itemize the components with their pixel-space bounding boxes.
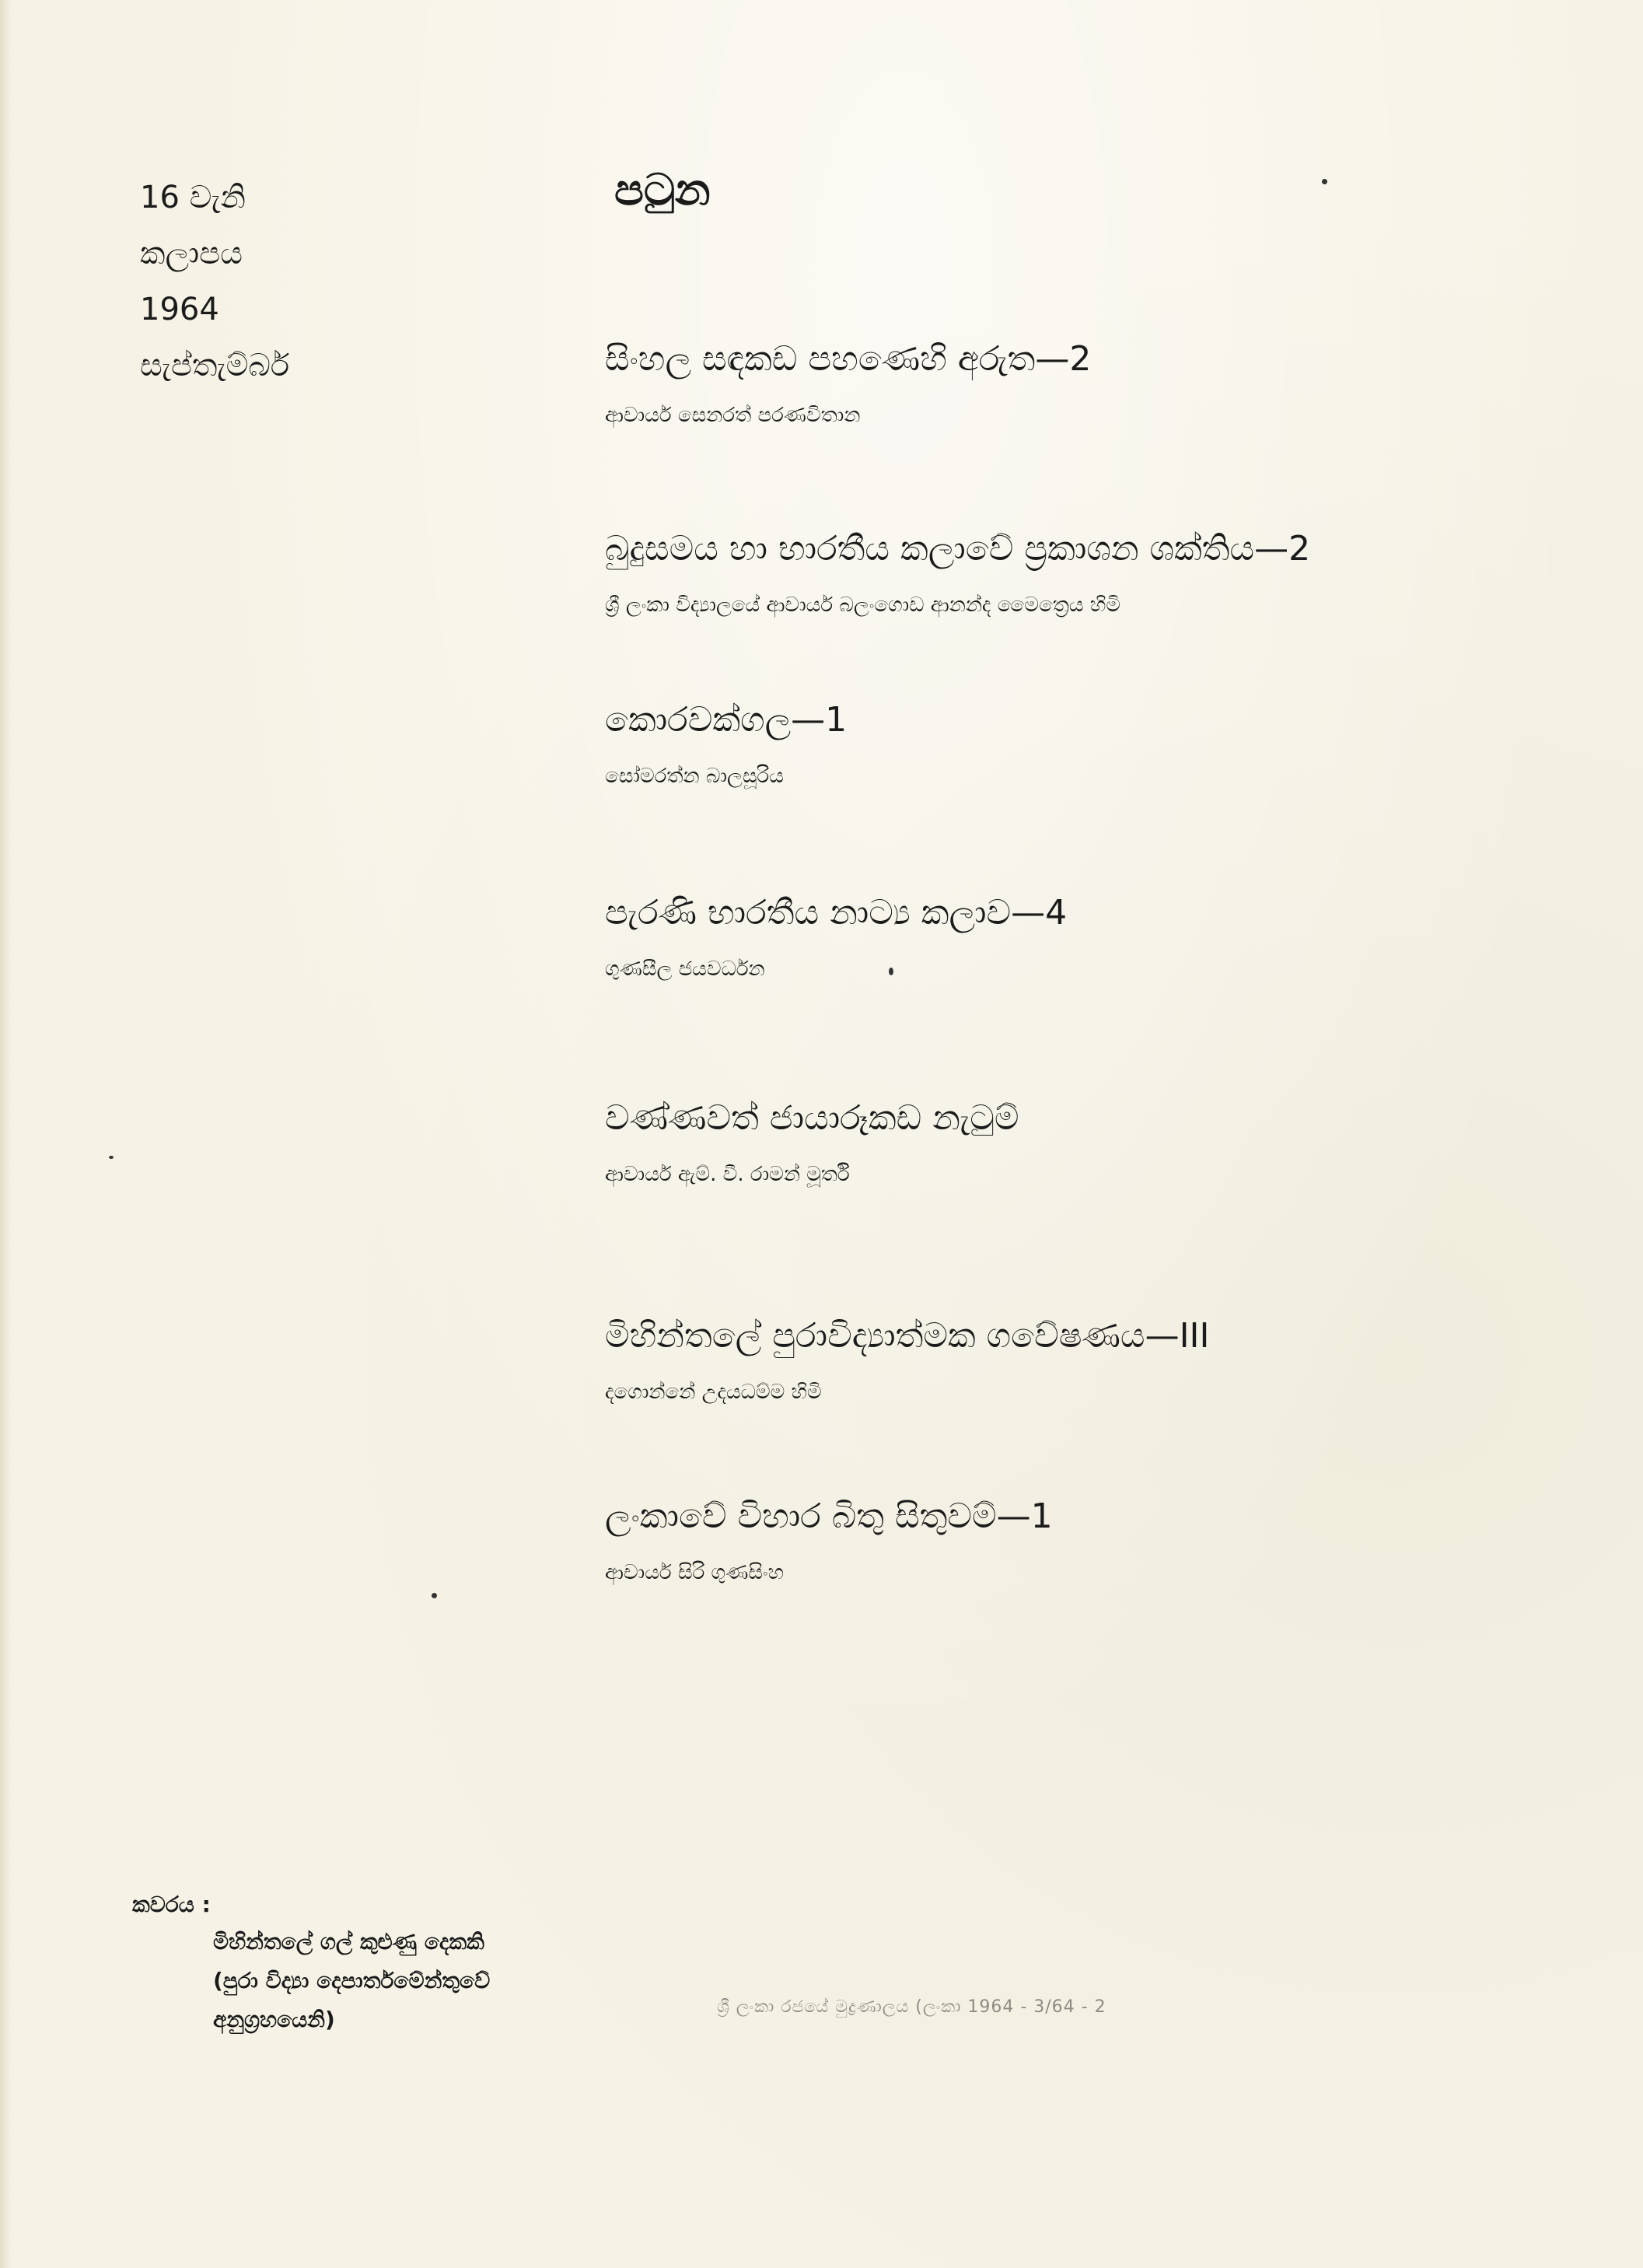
paper-edge (0, 0, 11, 2268)
cover-line: (පුරා විද්‍යා දෙපාර්තමේන්තුවේ (213, 1968, 491, 1993)
entry-author: ශ්‍රී ලංකා විද්‍යාලයේ ආචාර්ය බලංගොඩ ආනන්ද මෛත්‍රෙය හිමි (605, 593, 1121, 617)
cover-line: මිහින්තලේ ගල් කුළුණු දෙකකි (213, 1929, 484, 1955)
printer-imprint: ශ්‍රී ලංකා රජයේ මුද්‍රණාලය (ලංකා 1964 - 3/64 - 2 (717, 1997, 1106, 2017)
entry-title: කොරවක්ගල—1 (605, 700, 848, 740)
entry-title: පැරණි භාරතීය නාට්‍ය කලාව—4 (605, 893, 1068, 933)
issue-number: 16 වැනි (140, 180, 246, 215)
entry-author: සෝමරත්න බාලසූරිය (605, 765, 784, 788)
toc-entry[interactable] (605, 697, 1577, 792)
issue-month: සැප්තැම්බර් (140, 348, 290, 383)
toc-entry[interactable] (605, 1493, 1577, 1588)
entry-author: ගුණසීල ජයවර්ධන (605, 957, 765, 981)
toc-heading: පටුන (614, 165, 711, 215)
entry-title: මිහින්තලේ පුරාවිද්‍යාත්මක ගවේෂණය—III (605, 1316, 1210, 1356)
paper-speck (109, 1156, 114, 1159)
paper-speck (889, 968, 893, 975)
entry-title: වණ්ණවත් ජායාරූකඩ නැටුම් (605, 1098, 1019, 1138)
cover-caption (213, 1923, 490, 2039)
issue-year: 1964 (140, 292, 219, 327)
toc-entry[interactable] (605, 526, 1577, 621)
toc-entry[interactable] (605, 336, 1577, 431)
cover-line: අනුග්‍රහයෙනි) (213, 2007, 335, 2032)
toc-entry[interactable] (605, 1095, 1577, 1190)
entry-title: සිංහල සඳකඩ පහණෙහි අරුත—2 (605, 339, 1092, 379)
cover-label: කවරය : (132, 1892, 211, 1917)
entry-author: දගොන්නේ උදයධම්ම හිමි (605, 1381, 822, 1404)
entry-author: ආචාර්ය සෙනරත් පරණවිතාන (605, 404, 861, 427)
entry-author: ආචාර්ය සිරි ගුණසිංහ (605, 1561, 785, 1584)
entry-title: ලංකාවේ විහාර බිතු සිතුවම්—1 (605, 1496, 1053, 1536)
toc-entry[interactable] (605, 1313, 1577, 1408)
issue-info (140, 170, 289, 394)
entry-author: ආචාර්ය ඇම්. වී. රාමන් මූර්ති (605, 1163, 850, 1186)
paper-speck (432, 1593, 437, 1598)
entry-title: බුදුසමය හා භාරතීය කලාවේ ප්‍රකාශන ශක්තිය—2 (605, 529, 1311, 569)
issue-volume: කලාපය (140, 236, 243, 271)
toc-entry[interactable] (605, 890, 1577, 985)
paper-speck (1322, 179, 1327, 184)
